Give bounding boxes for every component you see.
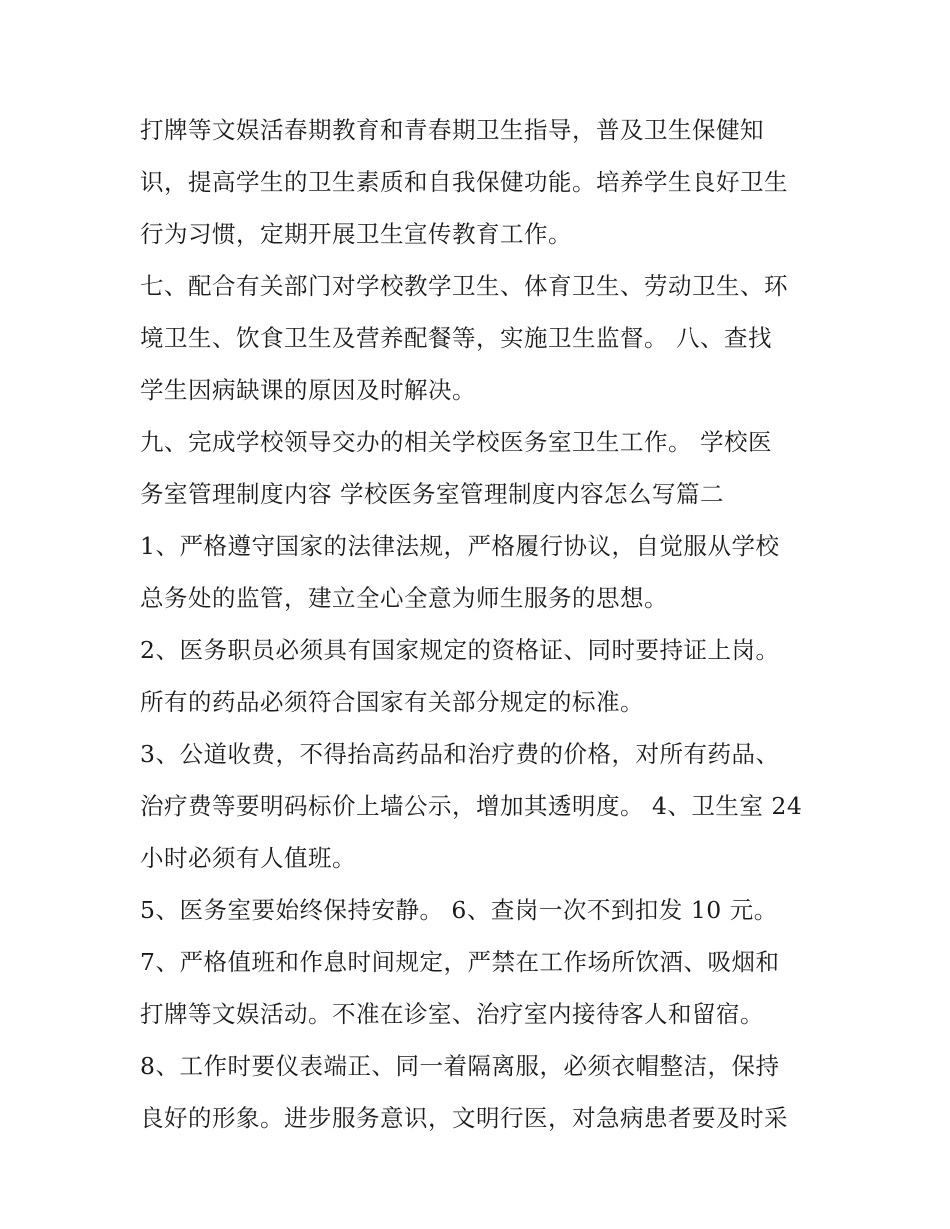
text-line: 8、工作时要仪表端正、同一着隔离服，必须衣帽整洁，保持 xyxy=(140,1052,780,1080)
text-line: 九、完成学校领导交办的相关学校医务室卫生工作。 学校医 xyxy=(140,428,772,456)
text-line: 2、医务职员必须具有国家规定的资格证、同时要持证上岗。 xyxy=(140,636,780,664)
text-line: 务室管理制度内容 学校医务室管理制度内容怎么写篇二 xyxy=(140,480,724,508)
text-line: 打牌等文娱活春期教育和青春期卫生指导，普及卫生保健知 xyxy=(140,116,764,144)
text-line: 学生因病缺课的原因及时解决。 xyxy=(140,376,476,404)
text-line: 5、医务室要始终保持安静。 6、查岗一次不到扣发 10 元。 xyxy=(140,896,778,924)
text-line: 良好的形象。进步服务意识，文明行医，对急病患者要及时采 xyxy=(140,1104,788,1132)
body-text xyxy=(140,104,830,1144)
text-line: 境卫生、饮食卫生及营养配餐等，实施卫生监督。 八、查找 xyxy=(140,324,772,352)
text-line: 总务处的监管，建立全心全意为师生服务的思想。 xyxy=(140,584,668,612)
text-line: 小时必须有人值班。 xyxy=(140,844,356,872)
text-line: 打牌等文娱活动。不准在诊室、治疗室内接待客人和留宿。 xyxy=(140,1000,764,1028)
text-line: 治疗费等要明码标价上墙公示，增加其透明度。 4、卫生室 24 xyxy=(140,792,803,820)
text-line: 识，提高学生的卫生素质和自我保健功能。培养学生良好卫生 xyxy=(140,168,788,196)
text-line: 1、严格遵守国家的法律法规，严格履行协议，自觉服从学校 xyxy=(140,532,780,560)
text-line: 七、配合有关部门对学校教学卫生、体育卫生、劳动卫生、环 xyxy=(140,272,788,300)
text-line: 行为习惯，定期开展卫生宣传教育工作。 xyxy=(140,220,572,248)
text-line: 7、严格值班和作息时间规定，严禁在工作场所饮酒、吸烟和 xyxy=(140,948,780,976)
text-line: 所有的药品必须符合国家有关部分规定的标准。 xyxy=(140,688,644,716)
text-line: 3、公道收费，不得抬高药品和治疗费的价格，对所有药品、 xyxy=(140,740,780,768)
